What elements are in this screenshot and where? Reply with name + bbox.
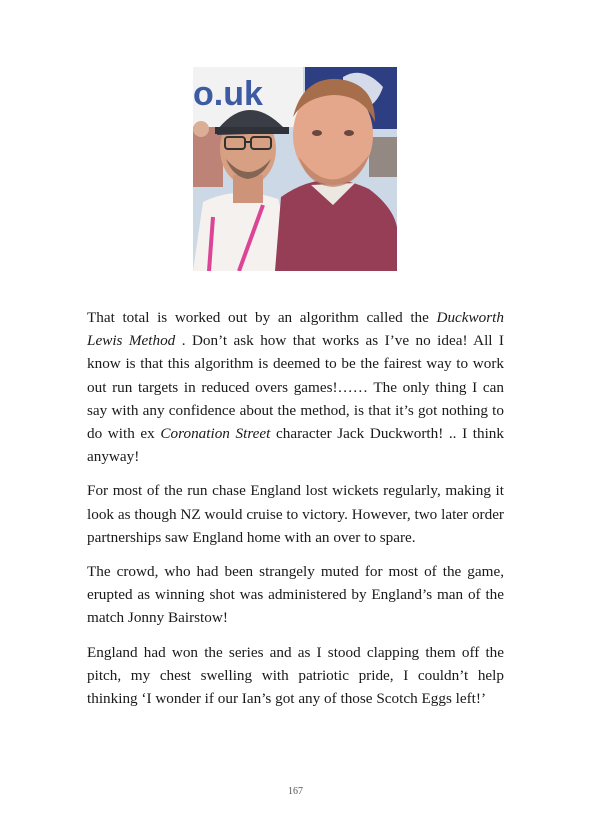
body-text <box>87 306 504 721</box>
photo-image <box>193 67 397 271</box>
paragraph-1-text-e: character Jack Duckworth! .. I think anyway! <box>87 425 504 466</box>
paragraph-3: The crowd, who had been strangely muted for most of the game, erupted as winning shot was administered by England’s man of the match Jonny Bairstow! <box>87 563 504 627</box>
duckworth-lewis-method-title: Duckworth Lewis Method <box>87 309 504 350</box>
coronation-street-title: Coronation Street <box>160 425 271 443</box>
paragraph-4: England had won the series and as I stood clapping them off the pitch, my chest swelling with patriotic pride, I couldn’t help thinking ‘I wonder if our Ian’s got any of those Scotch Eggs left!’ <box>87 643 504 708</box>
selfie-photo <box>193 67 397 271</box>
paragraph-1 <box>87 306 504 468</box>
paragraph-1-text-c: . Don’t ask how that works as I’ve no idea! All I know is that this algorithm is deemed to be the fairest way to work out run targets in reduced overs games!…… The only thing I can say with any confidence about the method, is that it’s got nothing to do with ex <box>87 332 504 443</box>
page-number: 167 <box>288 786 303 797</box>
paragraph-1-text-a: That total is worked out by an algorithm called the <box>87 309 437 326</box>
banner-text: o.uk <box>193 75 263 113</box>
paragraph-2: For most of the run chase England lost wickets regularly, making it look as though NZ would cruise to victory. However, two later order partnerships saw England home with an over to spare. <box>87 482 504 546</box>
